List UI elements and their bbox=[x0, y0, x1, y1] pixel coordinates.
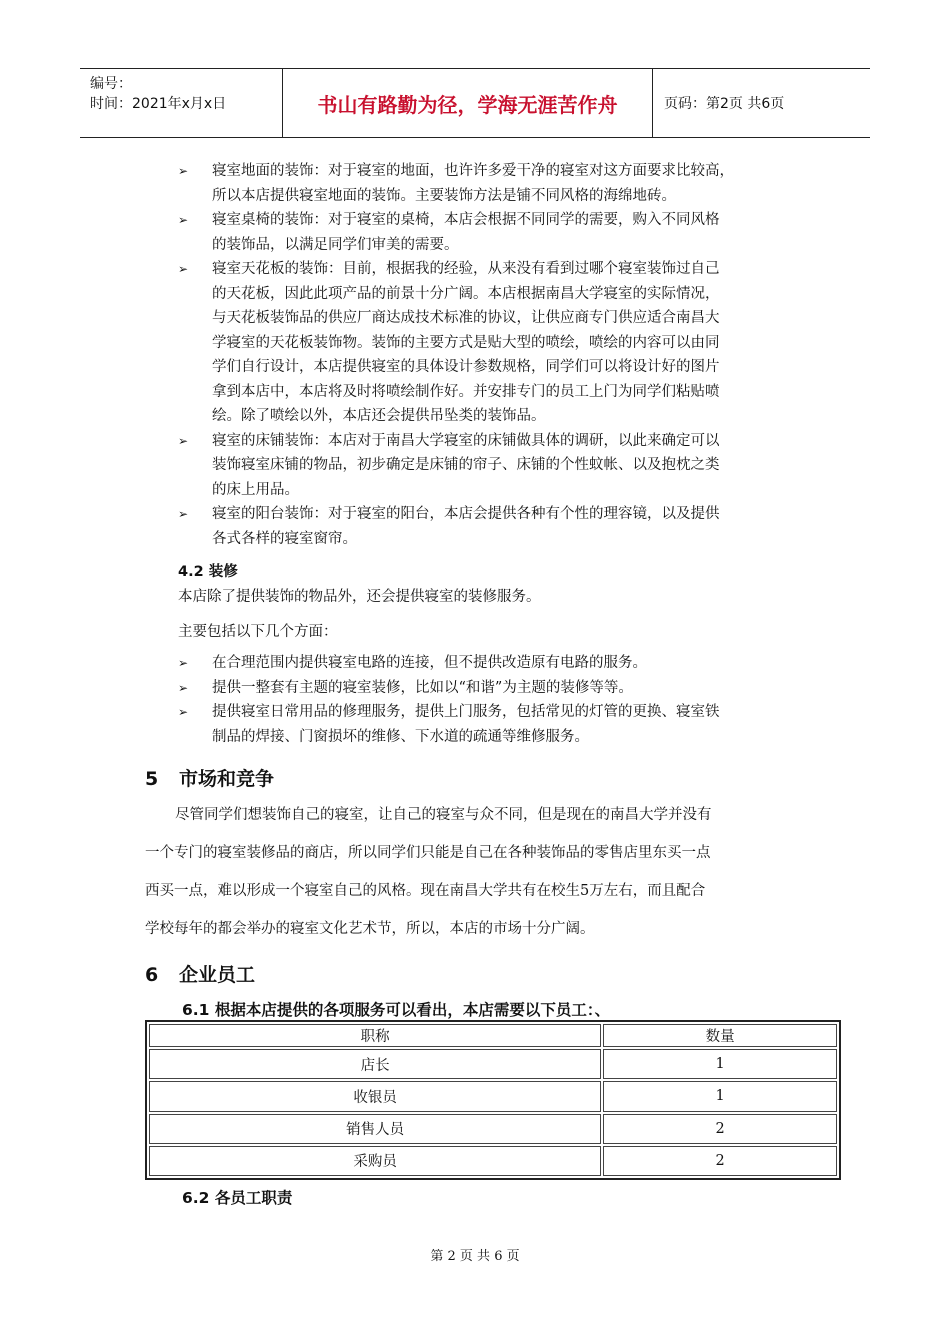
bullet-marker-icon: ➢ bbox=[178, 213, 189, 227]
bullet-marker-icon: ➢ bbox=[178, 705, 189, 719]
table-row bbox=[149, 1146, 837, 1176]
bullet-item bbox=[178, 676, 818, 701]
staff-table bbox=[145, 1020, 841, 1180]
bullet-item bbox=[178, 502, 818, 551]
bullet-text bbox=[212, 700, 818, 749]
section-5-line: 一个专门的寝室装修品的商店，所以同学们只能是自己在各种装饰品的零售店里东买一点 bbox=[145, 845, 711, 861]
section-5-line: 尽管同学们想装饰自己的寝室，让自己的寝室与众不同，但是现在的南昌大学并没有 bbox=[175, 807, 712, 823]
section-6-title: 企业员工 bbox=[179, 964, 256, 986]
section-5-line: 西买一点，难以形成一个寝室自己的风格。现在南昌大学共有在校生5万左右，而且配合 bbox=[145, 883, 706, 899]
bullet-text bbox=[212, 429, 818, 503]
bullet-marker-icon: ➢ bbox=[178, 262, 189, 276]
bullet-marker-icon: ➢ bbox=[178, 164, 189, 178]
bullet-line: 寝室天花板的装饰：目前，根据我的经验，从来没有看到过哪个寝室装饰过自己 bbox=[212, 261, 720, 277]
section-4-2-lead: 主要包括以下几个方面： bbox=[178, 624, 338, 640]
bullet-line: 装饰寝室床铺的物品，初步确定是床铺的帘子、床铺的个性蚊帐、以及抱枕之类 bbox=[212, 457, 720, 473]
bullet-item bbox=[178, 208, 818, 257]
bullet-line: 的装饰品，以满足同学们审美的需要。 bbox=[212, 236, 459, 253]
cell-count: 1 bbox=[603, 1049, 837, 1079]
bullet-line: 寝室地面的装饰：对于寝室的地面，也许许多爱干净的寝室对这方面要求比较高， bbox=[212, 163, 734, 179]
bullet-text bbox=[212, 257, 818, 429]
section-4-2-intro: 本店除了提供装饰的物品外，还会提供寝室的装修服务。 bbox=[178, 589, 541, 605]
bullet-line: 的床上用品。 bbox=[212, 481, 299, 498]
bullet-line: 学们自行设计，本店提供寝室的具体设计参数规格，同学们可以将设计好的图片 bbox=[212, 359, 720, 375]
bullet-line: 所以本店提供寝室地面的装饰。主要装饰方法是铺不同风格的海绵地砖。 bbox=[212, 187, 676, 204]
bullet-text bbox=[212, 208, 818, 257]
bullet-item bbox=[178, 651, 818, 676]
cell-count: 2 bbox=[603, 1114, 837, 1144]
bullet-line: 寝室桌椅的装饰：对于寝室的桌椅，本店会根据不同同学的需要，购入不同风格 bbox=[212, 212, 720, 228]
table-row bbox=[149, 1049, 837, 1079]
bullet-line: 学寝室的天花板装饰物。装饰的主要方式是贴大型的喷绘，喷绘的内容可以由同 bbox=[212, 334, 720, 351]
section-6-number: 6 bbox=[145, 964, 159, 986]
bullet-line: 制品的焊接、门窗损坏的维修、下水道的疏通等维修服务。 bbox=[212, 728, 589, 745]
section-6-1-heading: 6.1 根据本店提供的各项服务可以看出，本店需要以下员工：、 bbox=[182, 1001, 611, 1019]
page-header bbox=[80, 68, 870, 138]
header-info-cell bbox=[80, 69, 283, 137]
page-footer: 第 2 页 共 6 页 bbox=[430, 1249, 520, 1264]
cell-title: 销售人员 bbox=[149, 1114, 601, 1144]
bullet-text bbox=[212, 502, 818, 551]
header-page-code: 页码：第2页 共6页 bbox=[664, 96, 785, 112]
section-6-heading bbox=[145, 960, 255, 987]
table-header-row bbox=[149, 1024, 837, 1047]
bullet-marker-icon: ➢ bbox=[178, 680, 189, 695]
table-row bbox=[149, 1081, 837, 1111]
section-5-heading bbox=[145, 764, 274, 791]
bullet-marker-icon: ➢ bbox=[178, 656, 189, 670]
section-4-2-heading: 4.2 装修 bbox=[178, 564, 238, 580]
header-motto: 书山有路勤为径，学海无涯苦作舟 bbox=[283, 69, 653, 137]
bullet-line: 寝室的床铺装饰：本店对于南昌大学寝室的床铺做具体的调研，以此来确定可以 bbox=[212, 432, 720, 449]
bullet-item bbox=[178, 429, 818, 503]
bullet-line: 各式各样的寝室窗帘。 bbox=[212, 530, 357, 547]
bullet-text bbox=[212, 651, 818, 676]
section-5-line: 学校每年的都会举办的寝室文化艺术节，所以，本店的市场十分广阔。 bbox=[145, 921, 595, 937]
cell-count: 1 bbox=[603, 1081, 837, 1111]
bullet-line: 的天花板，因此此项产品的前景十分广阔。本店根据南昌大学寝室的实际情况， bbox=[212, 285, 720, 302]
bullet-item bbox=[178, 700, 818, 749]
bullet-line: 寝室的阳台装饰：对于寝室的阳台，本店会提供各种有个性的理容镜，以及提供 bbox=[212, 506, 720, 522]
bullet-line: 在合理范围内提供寝室电路的连接，但不提供改造原有电路的服务。 bbox=[212, 655, 647, 671]
column-header-count: 数量 bbox=[603, 1024, 837, 1047]
cell-title: 店长 bbox=[149, 1049, 601, 1079]
section-5-body bbox=[145, 796, 805, 948]
section-6-2-heading: 6.2 各员工职责 bbox=[182, 1189, 293, 1207]
bullet-text bbox=[212, 159, 818, 208]
bullet-text bbox=[212, 676, 818, 701]
cell-title: 采购员 bbox=[149, 1146, 601, 1176]
cell-title: 收银员 bbox=[149, 1081, 601, 1111]
table-row bbox=[149, 1114, 837, 1144]
bullet-line: 提供一整套有主题的寝室装修，比如以“和谐”为主题的装修等等。 bbox=[212, 679, 633, 696]
section-5-title: 市场和竞争 bbox=[179, 768, 275, 790]
bullet-item bbox=[178, 159, 818, 208]
bullet-item bbox=[178, 257, 818, 429]
bullet-line: 与天花板装饰品的供应厂商达成技术标准的协议，让供应商专门供应适合南昌大 bbox=[212, 310, 720, 326]
bullet-line: 绘。除了喷绘以外，本店还会提供吊坠类的装饰品。 bbox=[212, 408, 546, 424]
number-label: 编号： bbox=[90, 76, 132, 92]
time-label: 时间：2021年x月x日 bbox=[90, 96, 227, 112]
bullet-line: 拿到本店中，本店将及时将喷绘制作好。并安排专门的员工上门为同学们粘贴喷 bbox=[212, 383, 720, 400]
bullet-marker-icon: ➢ bbox=[178, 507, 189, 521]
section-5-number: 5 bbox=[145, 768, 159, 790]
cell-count: 2 bbox=[603, 1146, 837, 1176]
bullet-marker-icon: ➢ bbox=[178, 433, 189, 448]
column-header-title: 职称 bbox=[149, 1024, 601, 1047]
bullet-line: 提供寝室日常用品的修理服务，提供上门服务，包括常见的灯管的更换、寝室铁 bbox=[212, 704, 720, 720]
